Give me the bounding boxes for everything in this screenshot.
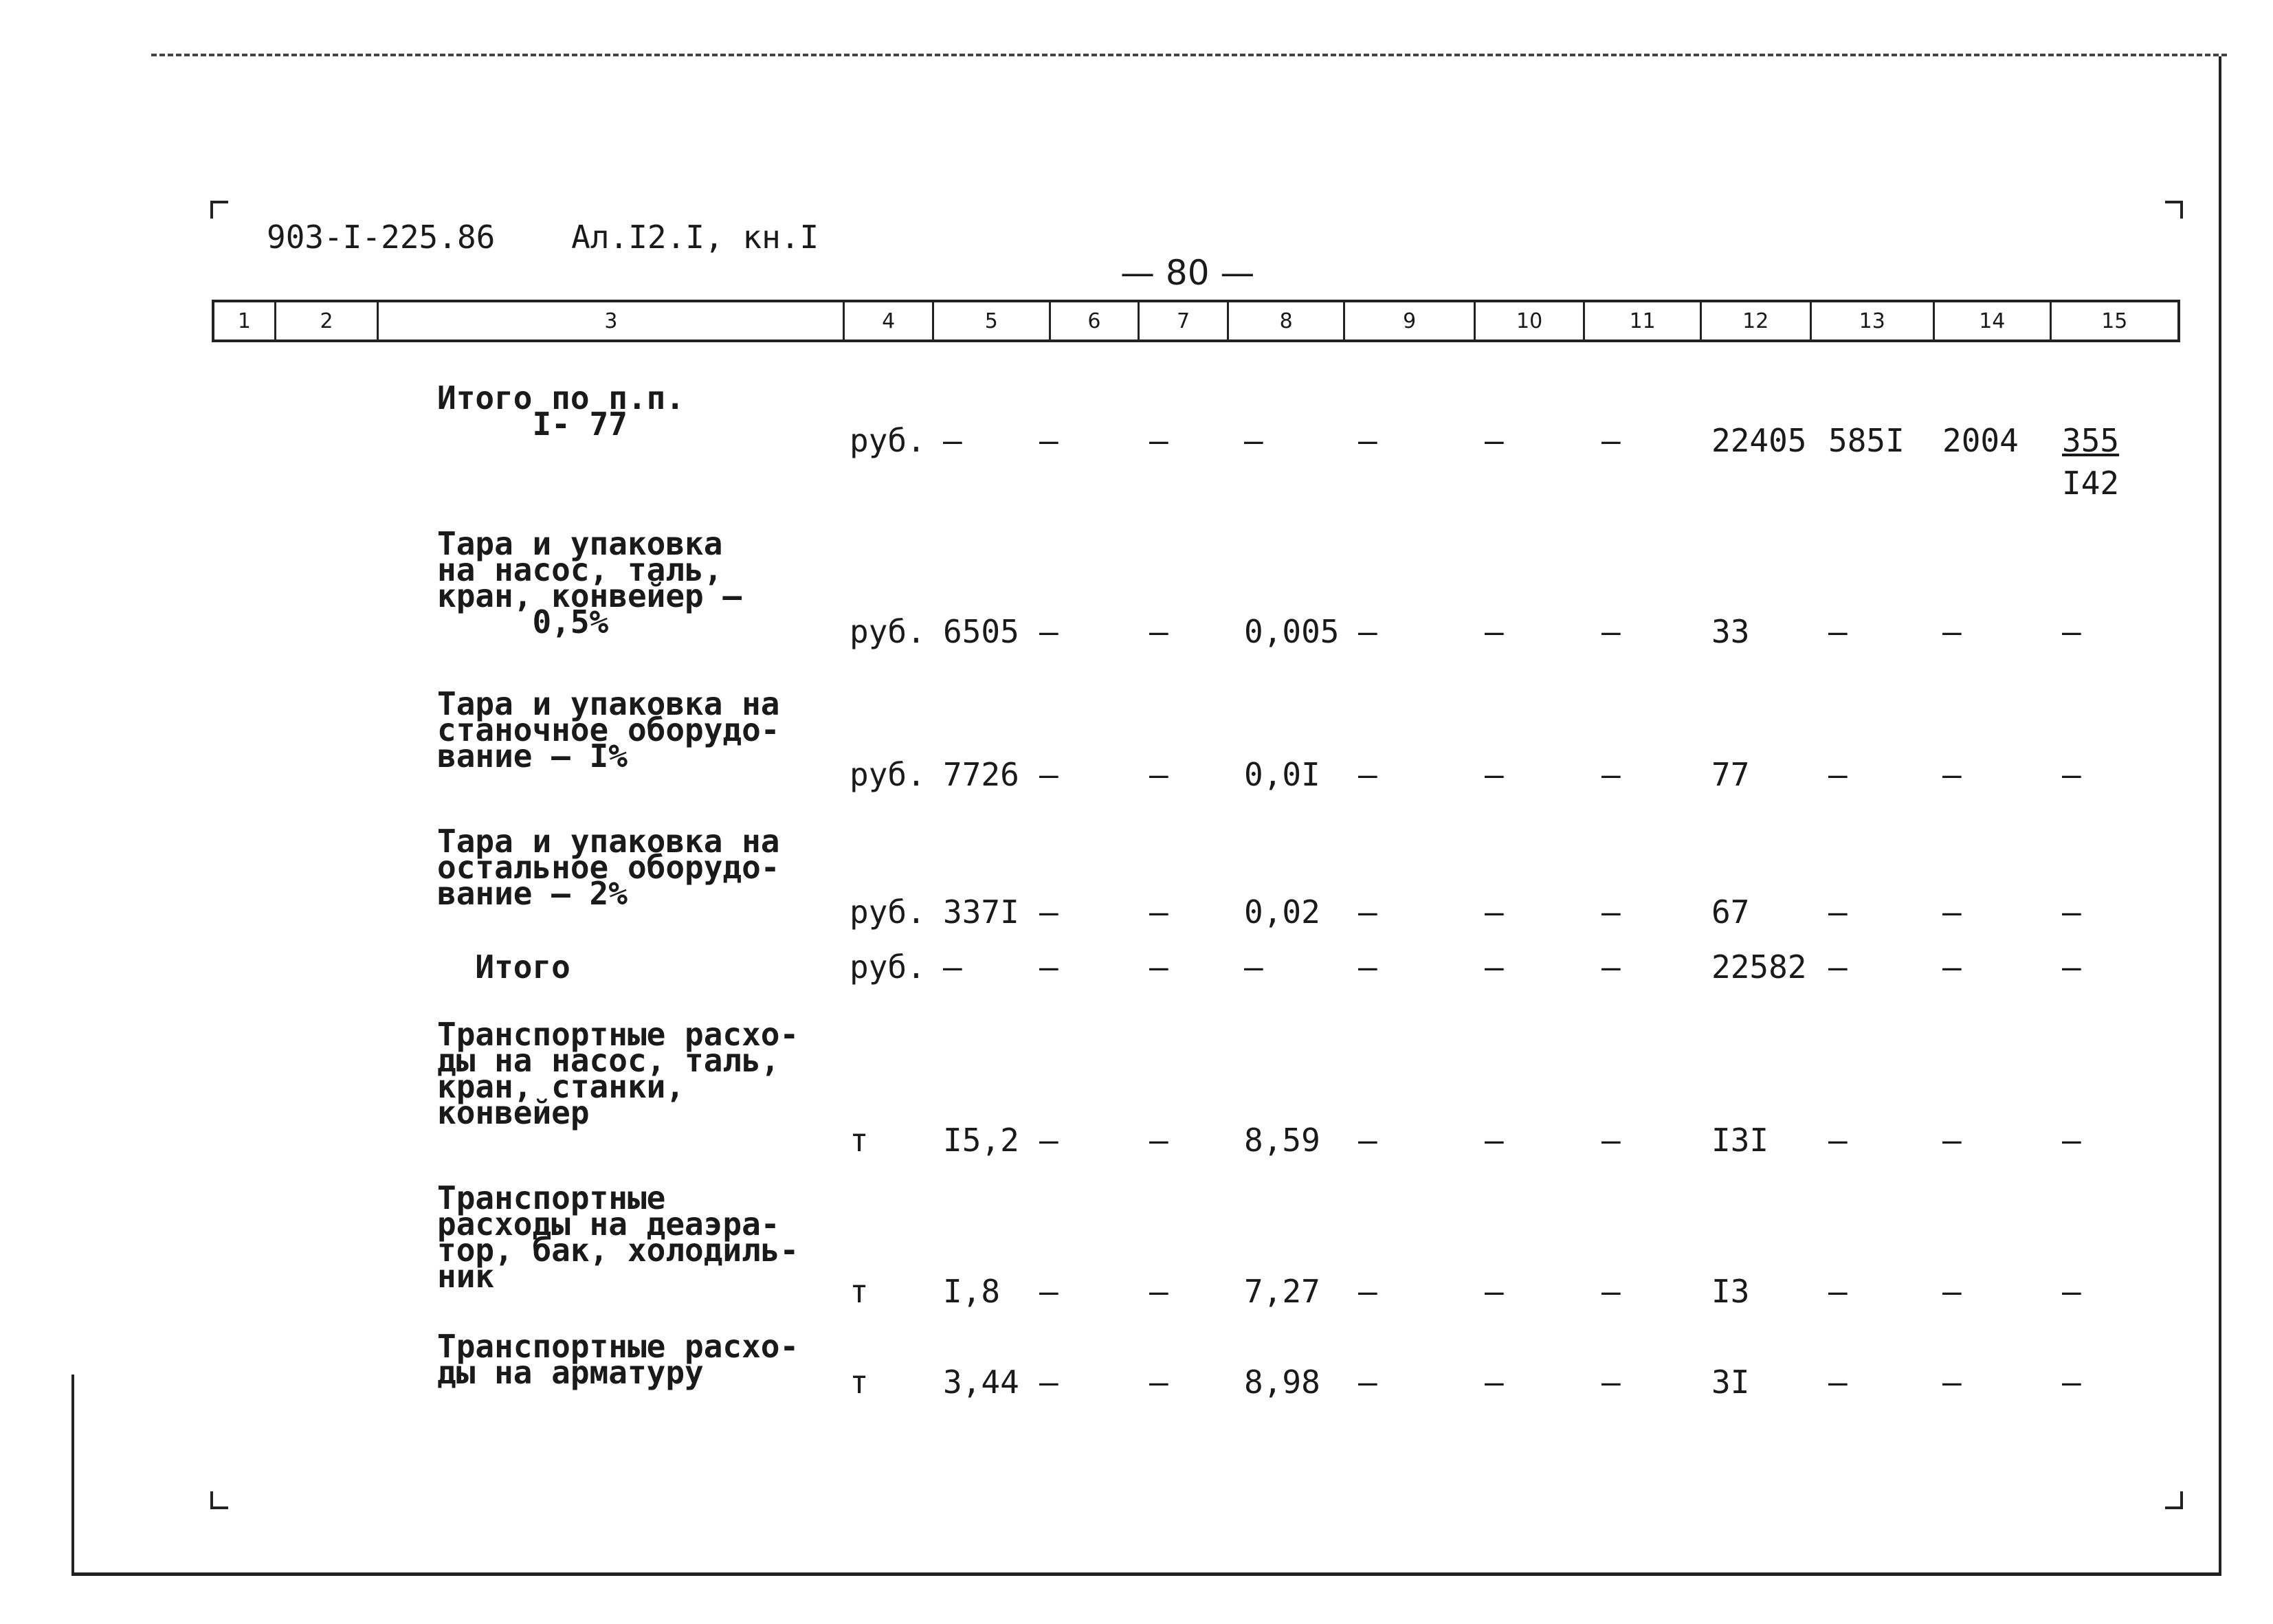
- row-cell-c7: —: [1149, 893, 1168, 931]
- row-cell-c7: —: [1149, 422, 1168, 459]
- row-cell-c15-second: I42: [2062, 465, 2120, 502]
- row-cell-c7: —: [1149, 613, 1168, 650]
- row-cell-c12: 77: [1711, 756, 1750, 793]
- row-cell-c14: —: [1942, 613, 1962, 650]
- row-cell-c9: —: [1358, 613, 1377, 650]
- column-header-2: 2: [276, 302, 379, 340]
- row-cell-c14: —: [1942, 1364, 1962, 1401]
- row-description: Итого: [437, 948, 570, 986]
- row-cell-c15: —: [2062, 1122, 2081, 1159]
- row-description: Транспортные расхо- ды на насос, таль, кран, станки, конвейер: [437, 1016, 799, 1131]
- row-cell-c5: 3,44: [943, 1364, 1019, 1401]
- row-cell-c6: —: [1039, 1364, 1058, 1401]
- row-cell-c5: I,8: [943, 1273, 1001, 1310]
- row-cell-c15: —: [2062, 948, 2081, 986]
- column-header-15: 15: [2101, 309, 2128, 333]
- corner-mark-top-right: [2165, 201, 2183, 219]
- row-cell-c15: —: [2062, 756, 2081, 793]
- row-description: Транспортные расходы на деаэра- тор, бак, холодиль- ник: [437, 1179, 799, 1295]
- frame-top-border: [151, 54, 2227, 56]
- row-cell-c10: —: [1485, 893, 1504, 931]
- row-cell-c9: —: [1358, 893, 1377, 931]
- row-cell-c5: —: [943, 948, 962, 986]
- column-header-10: 10: [1476, 302, 1586, 340]
- row-cell-c5: 337I: [943, 893, 1019, 931]
- row-cell-c6: —: [1039, 613, 1058, 650]
- row-cell-c10: —: [1485, 1364, 1504, 1401]
- column-header-4: 4: [845, 302, 934, 340]
- row-cell-c14: —: [1942, 1273, 1962, 1310]
- column-header-6: 6: [1051, 302, 1140, 340]
- column-header-9: 9: [1345, 302, 1475, 340]
- document-header: [267, 219, 819, 256]
- column-header-11: 11: [1585, 302, 1702, 340]
- row-cell-c13: —: [1828, 1273, 1848, 1310]
- row-cell-c10: —: [1485, 422, 1504, 459]
- row-cell-c13: 585I: [1828, 422, 1905, 459]
- row-cell-c5: 7726: [943, 756, 1019, 793]
- row-cell-c10: —: [1485, 613, 1504, 650]
- row-cell-c11: —: [1601, 948, 1621, 986]
- row-cell-c8: 0,0I: [1244, 756, 1320, 793]
- row-cell-c13: —: [1828, 1122, 1848, 1159]
- column-header-1: 1: [214, 302, 276, 340]
- column-header-7: 7: [1140, 302, 1229, 340]
- row-description: Тара и упаковка на станочное оборудо- вание – I%: [437, 685, 780, 775]
- row-cell-c12: I3: [1711, 1273, 1750, 1310]
- row-cell-c13: —: [1828, 1364, 1848, 1401]
- row-cell-c7: —: [1149, 1364, 1168, 1401]
- row-cell-c6: —: [1039, 756, 1058, 793]
- row-cell-c8: 0,005: [1244, 613, 1340, 650]
- row-cell-c8: 0,02: [1244, 893, 1320, 931]
- row-cell-c9: —: [1358, 422, 1377, 459]
- row-cell-c13: —: [1828, 756, 1848, 793]
- doc-code: 903-I-225.86: [267, 219, 496, 256]
- frame-bottom-border: [71, 1572, 2221, 1576]
- column-header-8: 8: [1229, 302, 1346, 340]
- row-unit: руб.: [850, 756, 926, 793]
- row-description: Итого по п.п. I- 77: [437, 379, 685, 443]
- row-cell-c10: —: [1485, 756, 1504, 793]
- row-cell-c11: —: [1601, 756, 1621, 793]
- row-cell-c14: 2004: [1942, 422, 2019, 459]
- row-cell-c6: —: [1039, 893, 1058, 931]
- row-cell-c15: —: [2062, 613, 2081, 650]
- row-cell-c5: 6505: [943, 613, 1019, 650]
- row-cell-c11: —: [1601, 613, 1621, 650]
- row-cell-c10: —: [1485, 1122, 1504, 1159]
- row-cell-c9: —: [1358, 1273, 1377, 1310]
- row-description: Тара и упаковка на остальное оборудо- вание – 2%: [437, 823, 780, 912]
- row-cell-c11: —: [1601, 422, 1621, 459]
- row-cell-c11: —: [1601, 1364, 1621, 1401]
- row-description: Транспортные расхо- ды на арматуру: [437, 1328, 799, 1391]
- row-unit: т: [850, 1364, 869, 1401]
- row-cell-c8: —: [1244, 422, 1263, 459]
- row-cell-c7: —: [1149, 1273, 1168, 1310]
- row-cell-c9: —: [1358, 1364, 1377, 1401]
- row-cell-c12: I3I: [1711, 1122, 1769, 1159]
- corner-mark-top-left: [210, 201, 228, 219]
- row-cell-c7: —: [1149, 948, 1168, 986]
- row-cell-c12: 3I: [1711, 1364, 1750, 1401]
- column-header-14: 14: [1935, 302, 2052, 340]
- row-cell-c11: —: [1601, 893, 1621, 931]
- column-header-3: 3: [379, 302, 845, 340]
- row-cell-c5: —: [943, 422, 962, 459]
- row-cell-c15: 355: [2062, 422, 2120, 459]
- corner-mark-bottom-right: [2165, 1491, 2183, 1509]
- row-cell-c10: —: [1485, 948, 1504, 986]
- row-cell-c12: 22405: [1711, 422, 1807, 459]
- row-cell-c8: —: [1244, 948, 1263, 986]
- row-unit: руб.: [850, 422, 926, 459]
- corner-mark-bottom-left: [210, 1491, 228, 1509]
- row-cell-c15: —: [2062, 1364, 2081, 1401]
- row-description: Тара и упаковка на насос, таль, кран, конвейер – 0,5%: [437, 525, 742, 641]
- row-unit: руб.: [850, 893, 926, 931]
- row-cell-c6: —: [1039, 1122, 1058, 1159]
- frame-left-border: [71, 1375, 74, 1574]
- row-cell-c6: —: [1039, 422, 1058, 459]
- row-cell-c7: —: [1149, 756, 1168, 793]
- row-cell-c9: —: [1358, 948, 1377, 986]
- row-cell-c10: —: [1485, 1273, 1504, 1310]
- row-cell-c14: —: [1942, 756, 1962, 793]
- row-cell-c12: 22582: [1711, 948, 1807, 986]
- row-cell-c14: —: [1942, 1122, 1962, 1159]
- frame-right-border: [2219, 56, 2221, 1574]
- row-unit: т: [850, 1273, 869, 1310]
- row-cell-c11: —: [1601, 1122, 1621, 1159]
- row-unit: руб.: [850, 613, 926, 650]
- page-number: — 80 —: [1120, 253, 1255, 293]
- row-cell-c8: 8,59: [1244, 1122, 1320, 1159]
- row-cell-c9: —: [1358, 1122, 1377, 1159]
- column-header-row: [212, 300, 2180, 342]
- row-cell-c13: —: [1828, 948, 1848, 986]
- album-ref: Ал.I2.I, кн.I: [571, 219, 819, 256]
- row-cell-c11: —: [1601, 1273, 1621, 1310]
- row-unit: руб.: [850, 948, 926, 986]
- row-unit: т: [850, 1122, 869, 1159]
- row-cell-c8: 7,27: [1244, 1273, 1320, 1310]
- column-header-12: 12: [1702, 302, 1812, 340]
- row-cell-c13: —: [1828, 893, 1848, 931]
- row-cell-c6: —: [1039, 1273, 1058, 1310]
- row-cell-c5: I5,2: [943, 1122, 1019, 1159]
- row-cell-c6: —: [1039, 948, 1058, 986]
- row-cell-c15: —: [2062, 893, 2081, 931]
- column-header-5: 5: [934, 302, 1051, 340]
- row-cell-c8: 8,98: [1244, 1364, 1320, 1401]
- row-cell-c13: —: [1828, 613, 1848, 650]
- row-cell-c12: 33: [1711, 613, 1750, 650]
- row-cell-c14: —: [1942, 893, 1962, 931]
- row-cell-c7: —: [1149, 1122, 1168, 1159]
- column-header-13: 13: [1812, 302, 1936, 340]
- row-cell-c9: —: [1358, 756, 1377, 793]
- row-cell-c15: —: [2062, 1273, 2081, 1310]
- row-cell-c12: 67: [1711, 893, 1750, 931]
- row-cell-c14: —: [1942, 948, 1962, 986]
